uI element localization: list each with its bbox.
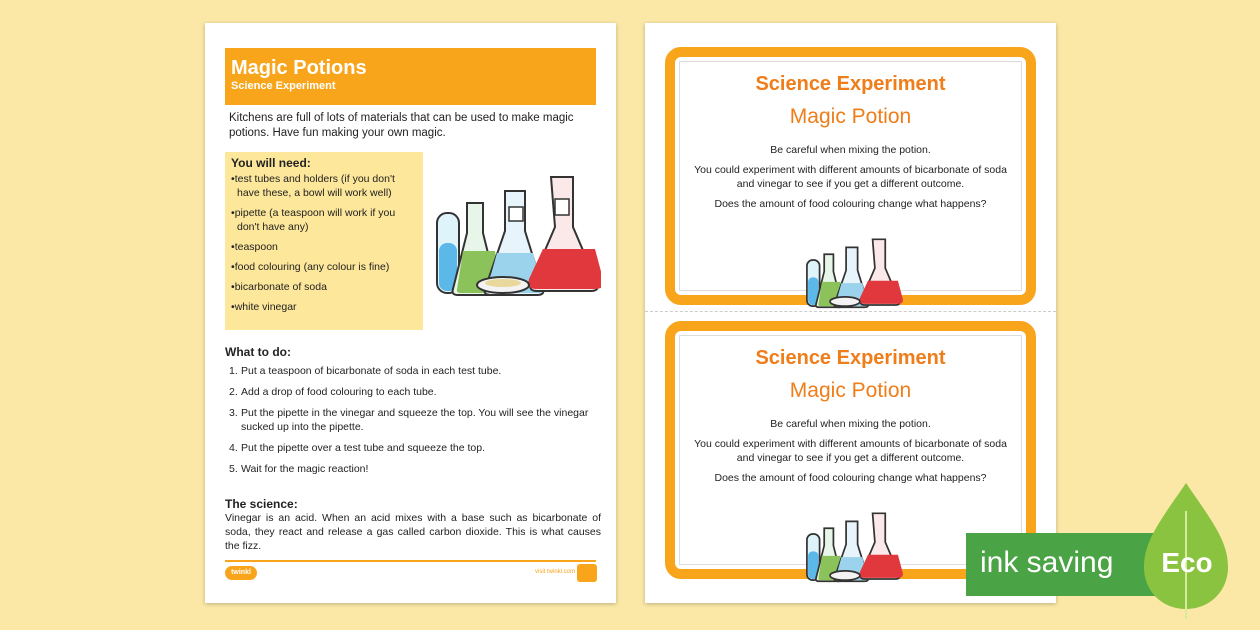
step-number: 1. (229, 365, 238, 377)
card-text (685, 417, 1016, 491)
twinkl-logo: twinkl (225, 566, 257, 580)
badge-icon (577, 564, 597, 582)
card-text (685, 143, 1016, 217)
card-heading: Science Experiment (755, 73, 946, 95)
page-title: Magic Potions (231, 57, 367, 79)
materials-list (231, 172, 417, 314)
list-item: • test tubes and holders (if you don't have these, a bowl will work well) (231, 172, 417, 200)
cut-line (645, 311, 1056, 312)
card-heading: Science Experiment (755, 347, 946, 369)
visit-link[interactable]: visit twinkl.com (535, 569, 576, 575)
lab-glassware-illustration (803, 511, 903, 583)
science-section (225, 497, 601, 553)
step-item (225, 406, 605, 434)
list-item: • white vinegar (231, 300, 417, 314)
card-subheading: Magic Potion (789, 379, 912, 402)
step-text: Put the pipette over a test tube and squeeze the top. (241, 442, 486, 454)
steps-list (225, 364, 605, 476)
step-text: Wait for the magic reaction! (241, 463, 369, 475)
step-number: 3. (229, 407, 238, 419)
list-item: • pipette (a teaspoon will work if you don't have any) (231, 206, 417, 234)
instructions-heading: What to do: (225, 345, 291, 359)
step-text: Add a drop of food colouring to each tube. (241, 386, 437, 398)
page-subtitle: Science Experiment (231, 80, 336, 92)
step-item (225, 462, 605, 476)
card-line: Be careful when mixing the potion. (770, 144, 931, 156)
list-item: • food colouring (any colour is fine) (231, 260, 417, 274)
step-number: 4. (229, 442, 238, 454)
step-text: Put the pipette in the vinegar and squeeze the top. You will see the vinegar sucked up into the pipette. (241, 407, 589, 433)
science-heading: The science: (225, 497, 298, 511)
card-line: Be careful when mixing the potion. (770, 418, 931, 430)
card-line: You could experiment with different amounts of bicarbonate of soda and vinegar to see if you get a different outcome. (694, 438, 1007, 464)
footer-divider (225, 560, 596, 562)
lab-glassware-illustration (433, 173, 601, 298)
list-item: • bicarbonate of soda (231, 280, 417, 294)
card-line: Does the amount of food colouring change what happens? (714, 472, 987, 484)
step-item (225, 364, 605, 378)
card-line: Does the amount of food colouring change what happens? (714, 198, 987, 210)
title-bar (225, 48, 596, 105)
lab-glassware-illustration (803, 237, 903, 309)
instructions-section (225, 345, 605, 483)
step-number: 5. (229, 463, 238, 475)
step-text: Put a teaspoon of bicarbonate of soda in each test tube. (241, 365, 502, 377)
card-line: You could experiment with different amounts of bicarbonate of soda and vinegar to see if you get a different outcome. (694, 164, 1007, 190)
activity-sheet (205, 23, 616, 603)
step-item (225, 441, 605, 455)
intro-text: Kitchens are full of lots of materials that can be used to make magic potions. Have fun making your own magic. (229, 112, 574, 139)
step-number: 2. (229, 386, 238, 398)
cards-sheet (645, 23, 1056, 603)
materials-heading: You will need: (231, 156, 311, 170)
card-subheading: Magic Potion (789, 105, 912, 128)
materials-box (225, 152, 423, 330)
eco-label: Eco (1161, 547, 1213, 578)
list-item: • teaspoon (231, 240, 417, 254)
experiment-card (665, 47, 1036, 305)
step-item (225, 385, 605, 399)
science-text: Vinegar is an acid. When an acid mixes with a base such as bicarbonate of soda, they react and release a gas called carbon dioxide. This is what causes the fizz. (225, 512, 601, 552)
ink-saving-label: ink saving (980, 546, 1114, 579)
